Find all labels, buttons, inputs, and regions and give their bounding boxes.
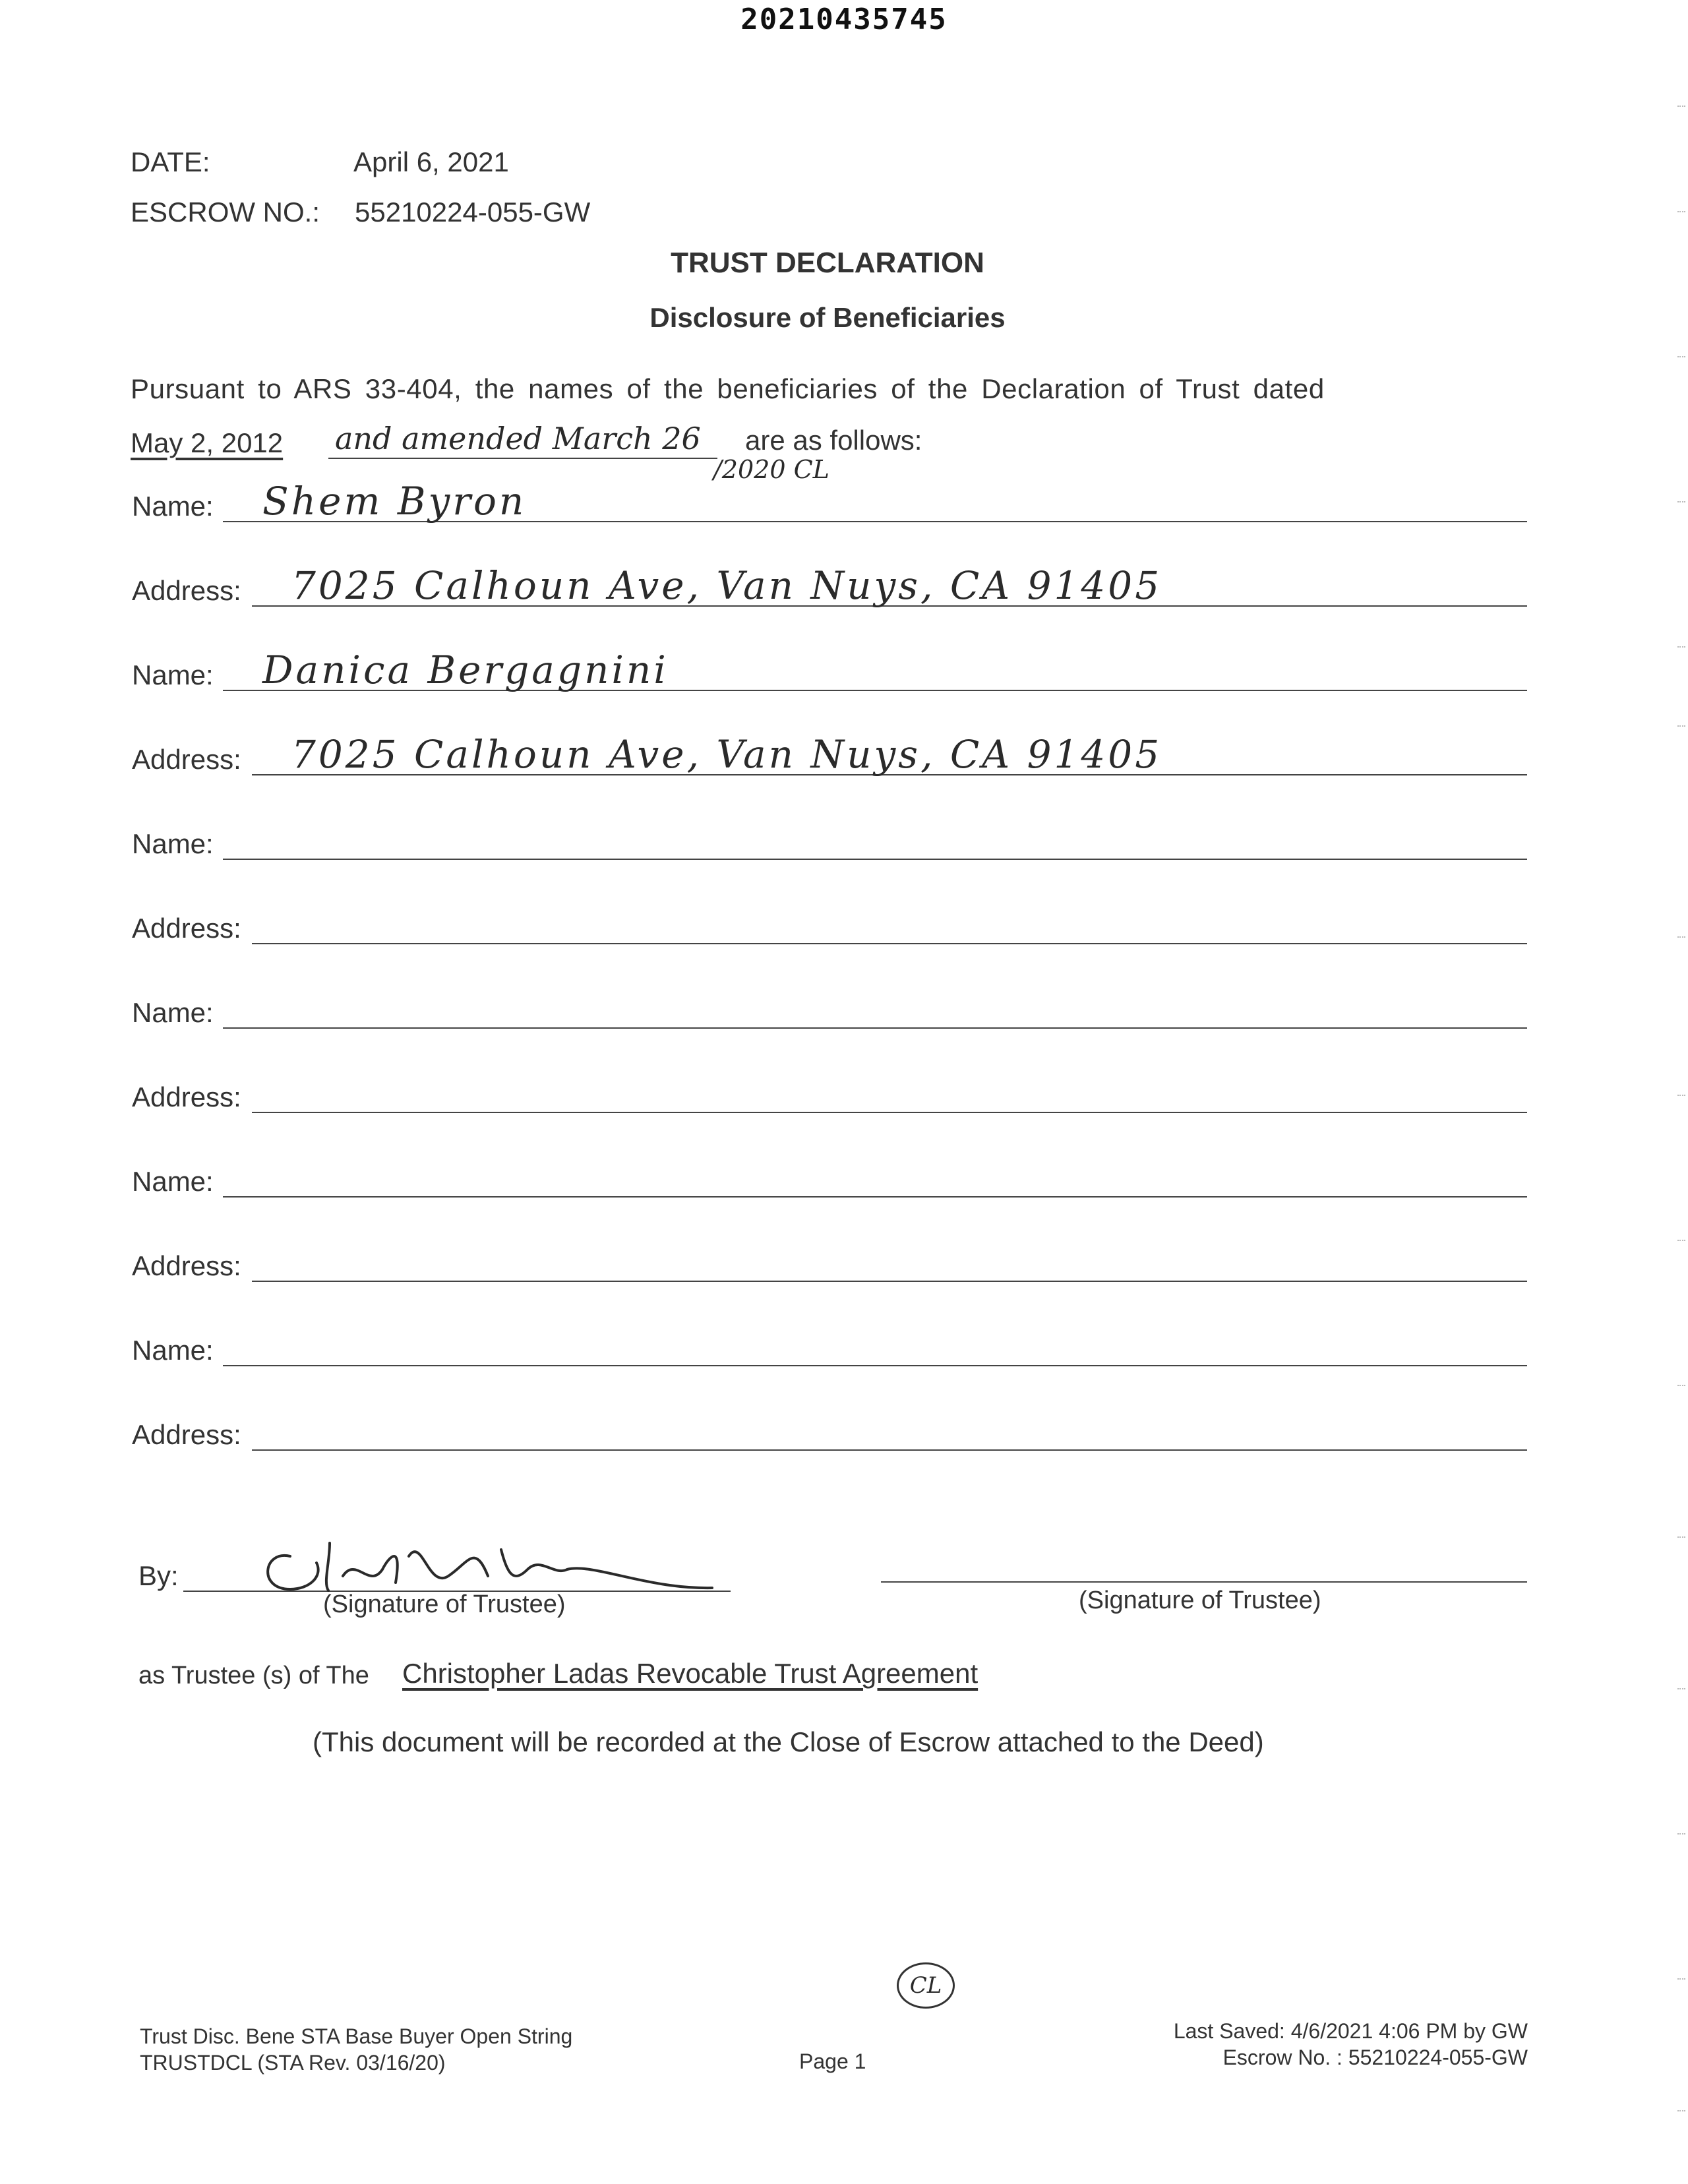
footer-form-name: Trust Disc. Bene STA Base Buyer Open String <box>140 2024 573 2048</box>
beneficiary-name-value: Danica Bergagnini <box>262 648 669 692</box>
intro-tail: are as follows: <box>745 425 922 456</box>
address-field-line <box>252 1112 1527 1113</box>
signature-caption-left: (Signature of Trustee) <box>323 1591 566 1618</box>
beneficiary-address-value: 7025 Calhoun Ave, Van Nuys, CA 91405 <box>291 563 1162 608</box>
document-subtitle: Disclosure of Beneficiaries <box>649 302 1006 333</box>
name-field-line <box>223 1365 1527 1366</box>
escrow-value: 55210224-055-GW <box>355 197 591 228</box>
name-field-line <box>223 859 1527 860</box>
name-field-line <box>223 1027 1527 1029</box>
name-field-label: Name: <box>132 1335 214 1366</box>
name-field-line <box>223 1196 1527 1198</box>
beneficiary-address-value: 7025 Calhoun Ave, Van Nuys, CA 91405 <box>291 732 1162 777</box>
trustee-prefix: as Trustee (s) of The <box>138 1662 369 1689</box>
date-value: April 6, 2021 <box>353 146 509 177</box>
address-field-line <box>252 1281 1527 1282</box>
address-field-line <box>252 943 1527 944</box>
trust-name: Christopher Ladas Revocable Trust Agreement <box>402 1658 979 1689</box>
scan-edge-marks <box>1675 0 1688 2184</box>
address-field-label: Address: <box>132 1419 241 1450</box>
name-field-label: Name: <box>132 491 214 522</box>
address-field-label: Address: <box>132 1250 241 1281</box>
trust-date: May 2, 2012 <box>131 427 284 458</box>
signature-caption-right: (Signature of Trustee) <box>1079 1587 1321 1614</box>
initials-text: CL <box>909 1972 942 1999</box>
address-field-label: Address: <box>132 575 241 606</box>
address-field-label: Address: <box>132 1081 241 1112</box>
address-field-label: Address: <box>132 913 241 944</box>
name-field-label: Name: <box>132 1166 214 1197</box>
address-field-label: Address: <box>132 744 241 775</box>
footer-page-number: Page 1 <box>799 2049 866 2073</box>
document-number: 20210435745 <box>740 3 948 36</box>
amendment-underline <box>328 458 717 459</box>
escrow-label: ESCROW NO.: <box>131 197 320 228</box>
initials-stamp <box>897 1962 955 2009</box>
intro-line: Pursuant to ARS 33-404, the names of the beneficiaries of the Declaration of Trust dated <box>131 373 1325 404</box>
by-label: By: <box>138 1560 179 1591</box>
footer-form-revision: TRUSTDCL (STA Rev. 03/16/20) <box>140 2051 446 2075</box>
recording-note: (This document will be recorded at the Close of Escrow attached to the Deed) <box>313 1726 1264 1757</box>
address-field-line <box>252 1449 1527 1451</box>
handwritten-amendment-date: /2020 CL <box>713 455 829 484</box>
footer-last-saved: Last Saved: 4/6/2021 4:06 PM by GW <box>1173 2019 1528 2043</box>
signature-line-right <box>881 1581 1527 1583</box>
name-field-label: Name: <box>132 828 214 859</box>
document-title: TRUST DECLARATION <box>671 247 984 279</box>
name-field-label: Name: <box>132 659 214 690</box>
beneficiary-name-value: Shem Byron <box>262 479 527 524</box>
name-field-label: Name: <box>132 997 214 1028</box>
handwritten-amendment: and amended March 26 <box>335 421 701 456</box>
footer-escrow-number: Escrow No. : 55210224-055-GW <box>1222 2046 1528 2069</box>
date-label: DATE: <box>131 146 210 177</box>
